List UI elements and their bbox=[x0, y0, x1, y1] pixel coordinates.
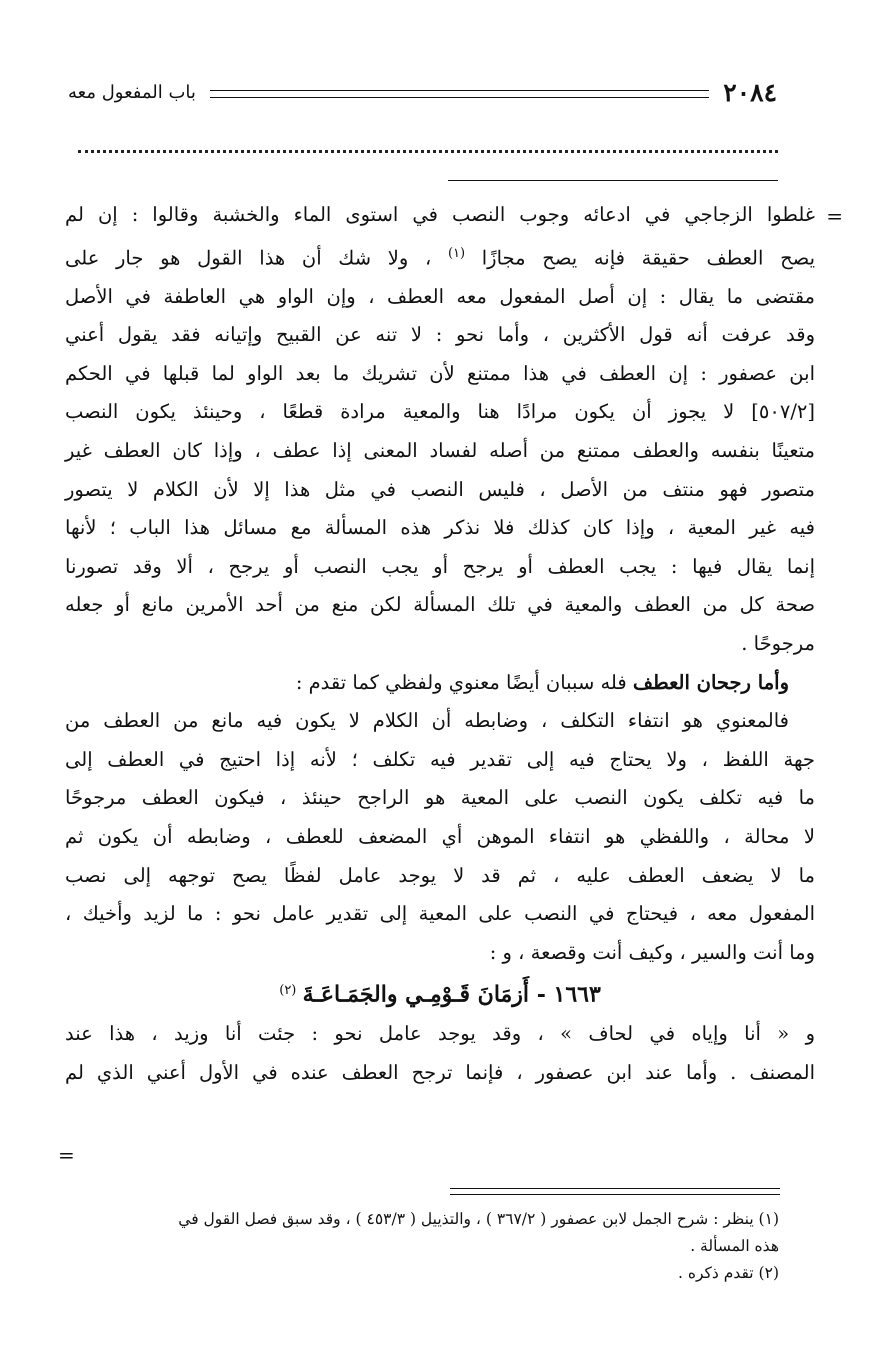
footnote-ref: (١) bbox=[447, 245, 466, 261]
bold-phrase: وأما رجحان العطف bbox=[632, 670, 789, 694]
text-line: لا محالة ، واللفظي هو انتفاء الموهن أي المضعف للعطف ، وضابطه أن يكون ثم bbox=[65, 825, 815, 848]
text-line: مرجوحًا . bbox=[741, 632, 815, 656]
text-line: مقتضى ما يقال : إن أصل المفعول معه العطف ، وإن الواو هي العاطفة في الأصل bbox=[65, 284, 815, 308]
verse-line bbox=[65, 972, 815, 1015]
text-line: جهة اللفظ ، ولا يحتاج فيه إلى تقدير فيه تكلف ؛ لأنه إذا احتيج في العطف إلى bbox=[65, 747, 815, 771]
footnote-2: (٢) تقدم ذكره . bbox=[678, 1264, 779, 1282]
text-line: وما أنت والسير ، وكيف أنت وقصعة ، و : bbox=[489, 940, 815, 964]
text-line: و « أنا وإياه في لحاف » ، وقد يوجد عامل نحو : جئت أنا وزيد ، هذا عند bbox=[65, 1022, 815, 1046]
page-number: ٢٠٨٤ bbox=[723, 77, 777, 107]
chapter-title: باب المفعول معه bbox=[68, 81, 196, 103]
footnote-1-continued: هذه المسألة . bbox=[690, 1237, 779, 1255]
short-separator-rule bbox=[448, 180, 778, 181]
footnote-1: (١) ينظر : شرح الجمل لابن عصفور ( ٣٦٧/٢ ) ، والتذييل ( ٤٥٣/٣ ) ، وقد سبق فصل القول في bbox=[178, 1210, 779, 1228]
paragraph-opening: وأما رجحان العطف فله سببان أيضًا معنوي ولفظي كما تقدم : bbox=[295, 670, 789, 694]
text-line: وقد عرفت أنه قول الأكثرين ، وأما نحو : لا تنه عن القبيح وإتيانه فقد يقول أعني bbox=[65, 323, 815, 347]
text-line: المفعول معه ، فيحتاج في النصب على المعية إلى تقدير عامل نحو : ما لزيد وأخيك ، bbox=[65, 902, 815, 926]
text-line: [٥٠٧/٢] لا يجوز أن يكون مرادًا هنا والمعية مرادة قطعًا ، وحينئذ يكون النصب bbox=[65, 400, 815, 424]
footnote-ref: (٢) bbox=[279, 983, 297, 999]
text-line: إنما يقال فيها : يجب العطف أو يرجح أو يجب النصب أو يرجح ، ألا وقد تصورنا bbox=[65, 554, 815, 578]
text-line: المصنف . وأما عند ابن عصفور ، فإنما ترجح العطف عنده في الأول أعني الذي لم bbox=[65, 1061, 815, 1085]
text-line: ما لا يضعف العطف عليه ، ثم قد لا يوجد عامل لفظًا يصح توجهه إلى نصب bbox=[65, 863, 815, 887]
header-double-rule bbox=[210, 90, 709, 98]
text-line: متعينًا بنفسه والعطف ممتنع من أصله لفساد المعنى إذا عطف ، وإذا كان العطف غير bbox=[65, 439, 815, 463]
dotted-separator bbox=[78, 150, 778, 153]
footnotes bbox=[79, 1206, 779, 1287]
text-line: غلطوا الزجاجي في ادعائه وجوب النصب في استوى الماء والخشبة وقالوا : إن لم bbox=[65, 203, 815, 226]
continuation-mark-end: = bbox=[58, 1143, 75, 1167]
footnote-separator bbox=[450, 1188, 780, 1195]
text-line: يصح العطف حقيقة فإنه يصح مجازًا $^{(١)}$ ، ولا شك أن هذا القول هو جار على bbox=[65, 245, 816, 270]
text-line: ابن عصفور : إن العطف في هذا ممتنع لأن تشريك ما بعد الواو لما قبلها في الحكم bbox=[65, 361, 815, 385]
text-line: فالمعنوي هو انتفاء التكلف ، وضابطه أن الكلام لا يكون فيه مانع من العطف من bbox=[65, 709, 789, 733]
continuation-mark-start: = bbox=[826, 204, 843, 228]
text-line: متصور فهو منتف من الأصل ، فليس النصب في مثل هذا إلا لأن الكلام لا يتصور bbox=[65, 477, 815, 501]
page-header bbox=[68, 74, 777, 110]
text-line: فيه غير المعية ، وإذا كان كذلك فلا نذكر هذه المسألة مع مسائل هذا الباب ؛ لأنها bbox=[65, 516, 815, 540]
text-line: صحة كل من العطف والمعية في تلك المسألة لكن منع من أحد الأمرين مانع أو جعله bbox=[65, 593, 815, 617]
text-line: ما فيه تكلف يكون النصب على المعية هو الراجح حينئذ ، فيكون العطف مرجوحًا bbox=[65, 786, 815, 810]
main-text bbox=[65, 196, 815, 1093]
verse-text: ١٦٦٣ - أَزمَانَ قَـوْمِـي والجَمَـاعَـةَ bbox=[302, 981, 601, 1008]
